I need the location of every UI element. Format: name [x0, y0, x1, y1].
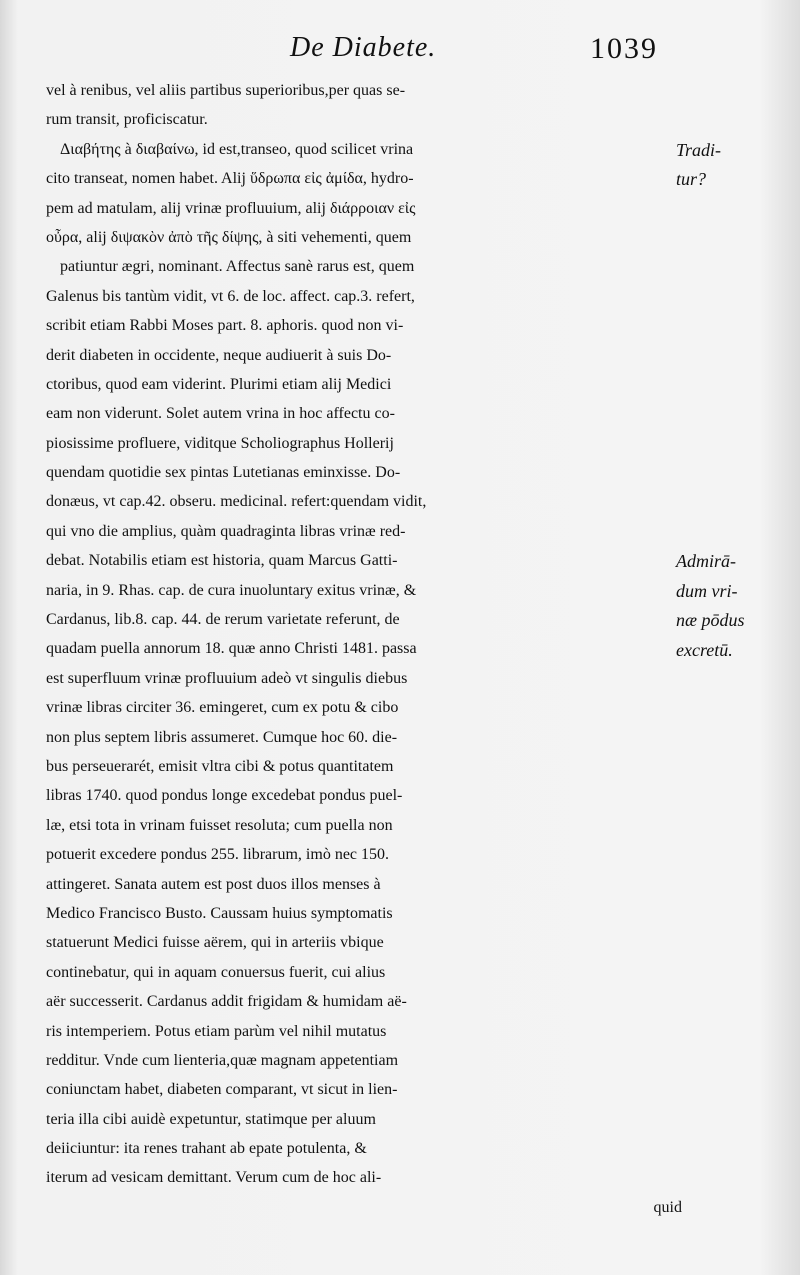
text-line: donæus, vt cap.42. obseru. medicinal. refert:quendam vidit,: [46, 493, 427, 511]
body-text: [46, 76, 686, 1222]
text-line: continebatur, qui in aquam conuersus fuerit, cui alius: [46, 963, 386, 981]
margin-note: Admirā-: [676, 551, 736, 572]
margin-note: excretū.: [676, 639, 733, 660]
text-line: eam non viderunt. Solet autem vrina in hoc affectu co-: [46, 405, 395, 423]
text-line: ctoribus, quod eam viderint. Plurimi etiam alij Medici: [46, 375, 392, 393]
text-line: statuerunt Medici fuisse aërem, qui in arteriis vbique: [46, 934, 384, 952]
text-line: pem ad matulam, alij vrinæ profluuium, alij διάρροιαν εἰς: [46, 199, 416, 217]
running-title: De Diabete.: [290, 32, 437, 63]
text-line: Διαβήτης à διαβαίνω, id est,transeo, quod scilicet vrina: [60, 140, 414, 158]
margin-note: Tradi-: [676, 139, 722, 160]
text-line: iterum ad vesicam demittant. Verum cum de hoc ali-: [46, 1169, 382, 1187]
text-line: coniunctam habet, diabeten comparant, vt sicut in lien-: [46, 1081, 398, 1099]
text-line: aër successerit. Cardanus addit frigidam & humidam aë-: [46, 993, 407, 1011]
text-line: Cardanus, lib.8. cap. 44. de rerum varietate referunt, de: [46, 611, 400, 629]
text-line: teria illa cibi auidè expetuntur, statimque per aluum: [46, 1110, 376, 1128]
margin-note: tur?: [676, 169, 707, 190]
text-line: non plus septem libris assumeret. Cumque hoc 60. die-: [46, 728, 398, 746]
text-line: debat. Notabilis etiam est historia, quam Marcus Gatti-: [46, 552, 398, 570]
text-line: potuerit excedere pondus 255. librarum, imò nec 150.: [46, 846, 390, 864]
text-line: libras 1740. quod pondus longe excedebat pondus puel-: [46, 787, 403, 805]
text-line: vel à renibus, vel aliis partibus superioribus,per quas se-: [46, 82, 406, 99]
catchword: quid: [653, 1198, 682, 1216]
text-line: deiiciuntur: ita renes trahant ab epate potulenta, &: [46, 1140, 367, 1158]
text-line: ris intemperiem. Potus etiam parùm vel nihil mutatus: [46, 1022, 387, 1040]
text-line: scribit etiam Rabbi Moses part. 8. aphoris. quod non vi-: [46, 317, 404, 335]
text-line: vrinæ libras circiter 36. emingeret, cum ex potu & cibo: [46, 699, 399, 717]
text-line: qui vno die amplius, quàm quadraginta libras vrinæ red-: [46, 522, 406, 540]
margin-note: næ pōdus: [676, 610, 745, 631]
text-line: rum transit, proficiscatur.: [46, 111, 208, 129]
text-line: attingeret. Sanata autem est post duos illos menses à: [46, 875, 381, 893]
text-line: cito transeat, nomen habet. Alij ὕδρωπα εἰς ἀμίδα, hydro-: [46, 170, 414, 188]
page-number: 1039: [590, 32, 658, 65]
text-line: derit diabeten in occidente, neque audiuerit à suis Do-: [46, 346, 392, 364]
text-line: læ, etsi tota in vrinam fuisset resoluta; cum puella non: [46, 816, 393, 834]
text-line: naria, in 9. Rhas. cap. de cura inuoluntary exitus vrinæ, &: [46, 581, 417, 599]
text-line: redditur. Vnde cum lienteria,quæ magnam appetentiam: [46, 1051, 399, 1069]
text-line: quendam quotidie sex pintas Lutetianas eminxisse. Do-: [46, 464, 401, 482]
margin-note: dum vri-: [676, 580, 738, 601]
text-line: piosissime profluere, viditque Scholiographus Hollerij: [46, 434, 394, 452]
text-line: quadam puella annorum 18. quæ anno Christi 1481. passa: [46, 640, 417, 658]
text-line: est superfluum vrinæ profluuium adeò vt singulis diebus: [46, 669, 408, 687]
text-line: οὖρα, alij διψακὸν ἀπὸ τῆς δίψης, à siti vehementi, quem: [46, 228, 412, 246]
text-line: Galenus bis tantùm vidit, vt 6. de loc. affect. cap.3. refert,: [46, 287, 415, 305]
page-header: [0, 30, 800, 72]
text-line: Medico Francisco Busto. Caussam huius symptomatis: [46, 904, 393, 922]
text-line: bus perseuerarét, emisit vltra cibi & potus quantitatem: [46, 757, 394, 775]
text-line: patiuntur ægri, nominant. Affectus sanè rarus est, quem: [60, 258, 415, 276]
